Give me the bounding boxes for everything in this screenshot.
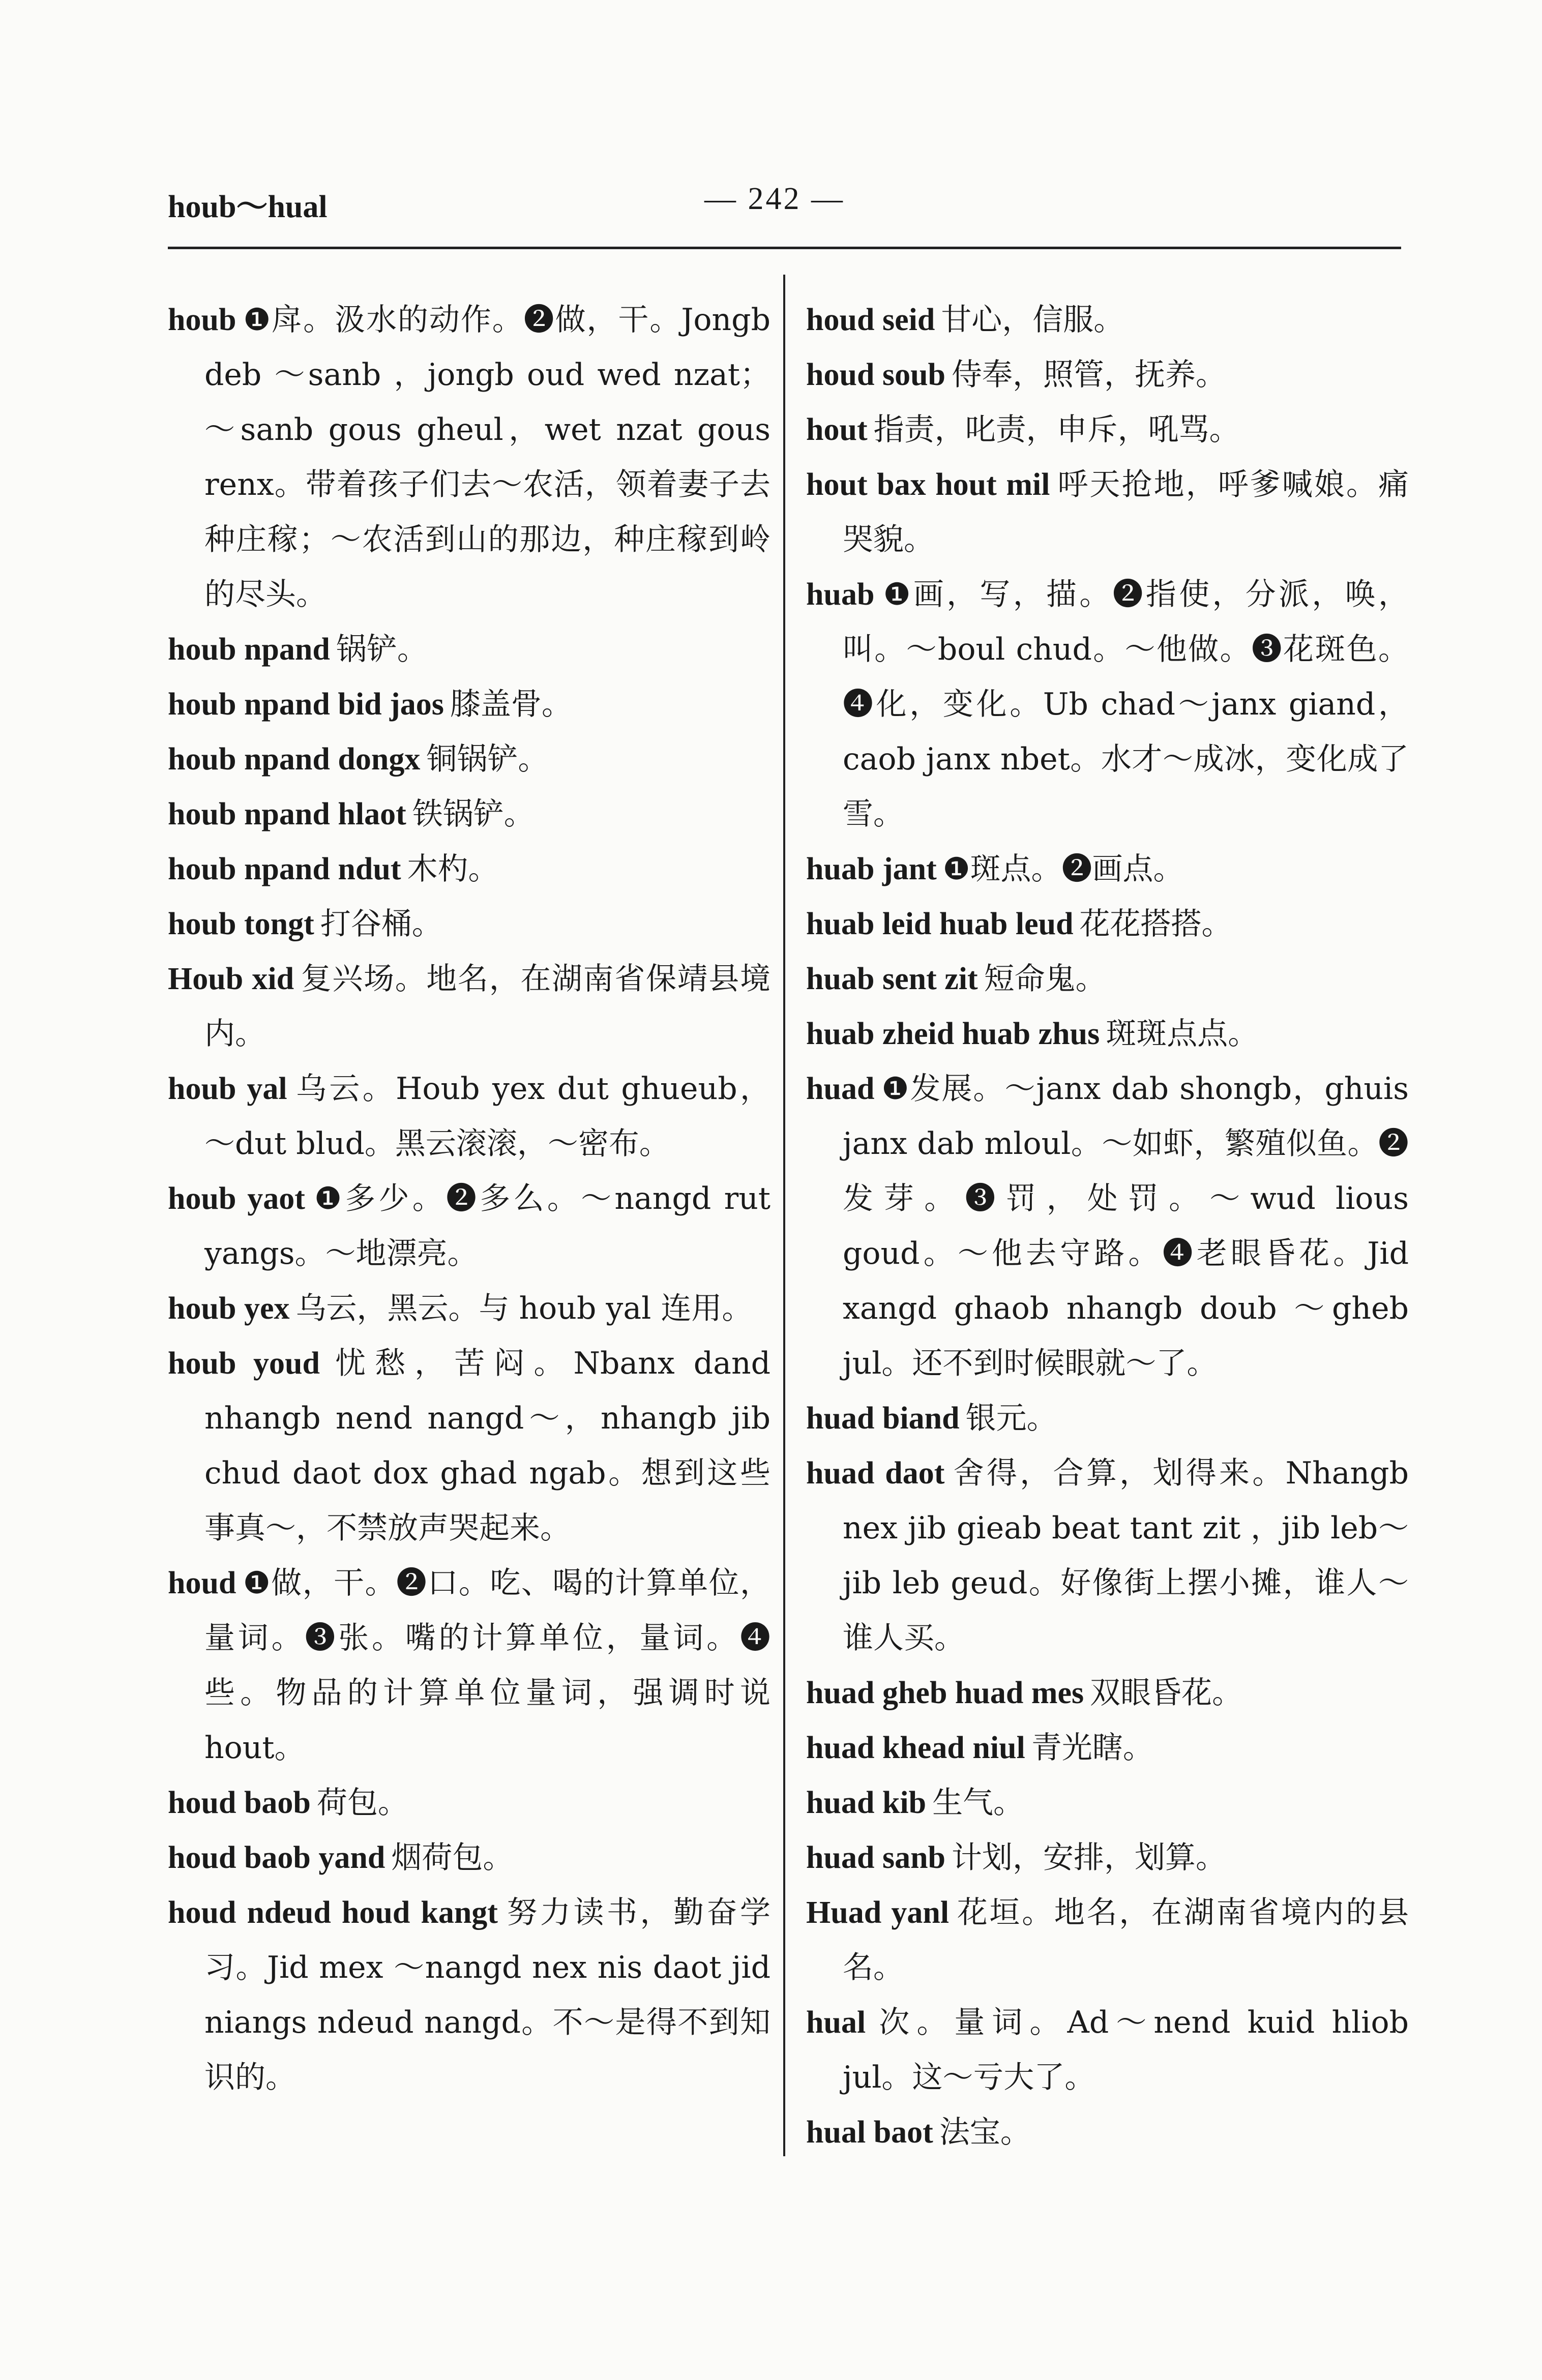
entry-definition: 次。量词。Ad～nend kuid hliob jul。这～亏大了。 — [843, 2005, 1409, 2095]
entry-definition: 打谷桶。 — [320, 906, 442, 942]
dictionary-entry — [168, 1775, 770, 1830]
entry-definition: 斑斑点点。 — [1106, 1016, 1259, 1052]
entry-definition: 短命鬼。 — [984, 961, 1106, 997]
entry-headword: Houb xid — [168, 962, 294, 996]
entry-headword: houd baob yand — [168, 1840, 386, 1875]
entry-definition: ❶戽。汲水的动作。❷做，干。Jongb deb ～sanb ，jongb oud wed nzat；～sanb gous gheul，wet nzat gous renx。带着孩子们去～农活，领着妻子去种庄稼；～农活到山的那边，种庄稼到岭的尽头。 — [204, 302, 770, 612]
entry-definition: 铁锅铲。 — [412, 796, 535, 832]
entry-definition: ❶画，写，描。❷指使，分派，唤，叫。～boul chud。～他做。❸花斑色。❹化，变化。Ub chad～janx giand，caob janx nbet。水才～成冰，变化成了雪。 — [843, 577, 1409, 832]
dictionary-entry — [168, 1336, 770, 1556]
entry-headword: houb yex — [168, 1291, 290, 1326]
entry-definition: 努力读书，勤奋学习。Jid mex ～nangd nex nis daot jid niangs ndeud nangd。不～是得不到知识的。 — [204, 1895, 771, 2095]
header-rule — [168, 247, 1401, 249]
entry-definition: 生气。 — [932, 1785, 1024, 1821]
dictionary-entry — [168, 292, 770, 622]
entry-definition: 呼天抢地，呼爹喊娘。痛哭貌。 — [843, 467, 1409, 557]
left-column — [168, 292, 770, 2105]
entry-definition: 计划，安排，划算。 — [952, 1840, 1227, 1876]
entry-headword: houd soub — [806, 358, 946, 392]
dictionary-entry — [806, 1775, 1409, 1830]
entry-headword: huad sanb — [806, 1840, 946, 1875]
dictionary-entry — [168, 842, 770, 897]
entry-headword: hout bax hout mil — [806, 467, 1050, 502]
dictionary-entry — [168, 1061, 770, 1171]
dictionary-entry — [168, 951, 770, 1061]
entry-headword: Huad yanl — [806, 1895, 950, 1930]
page-header — [168, 181, 1401, 222]
entry-definition: 乌云，黑云。与 houb yal 连用。 — [295, 1291, 753, 1326]
entry-headword: huad khead niul — [806, 1731, 1025, 1765]
entry-definition: 指责，叱责，申斥，吼骂。 — [873, 412, 1240, 448]
column-divider — [783, 275, 785, 2156]
dictionary-entry — [806, 1885, 1409, 1995]
entry-headword: huab sent zit — [806, 962, 978, 996]
entry-headword: huad — [806, 1072, 875, 1106]
dictionary-entry — [806, 402, 1409, 457]
entry-definition: 复兴场。地名，在湖南省保靖县境内。 — [204, 961, 770, 1052]
entry-definition: 双眼昏花。 — [1090, 1675, 1243, 1711]
entry-headword: huab jant — [806, 852, 937, 886]
entry-headword: hual baot — [806, 2115, 933, 2150]
entry-definition: 侍奉，照管，抚养。 — [952, 357, 1227, 393]
entry-definition: 铜锅铲。 — [426, 741, 549, 777]
dictionary-entry — [806, 292, 1409, 347]
entry-definition: 法宝。 — [939, 2115, 1031, 2150]
entry-headword: houb npand dongx — [168, 742, 421, 777]
entry-headword: houb yaot — [168, 1181, 305, 1216]
entry-definition: 花垣。地名，在湖南省境内的县名。 — [843, 1895, 1409, 1985]
entry-definition: ❶做，干。❷口。吃、喝的计算单位，量词。❸张。嘴的计算单位，量词。❹些。物品的计算单位量词，强调时说 hout。 — [204, 1565, 770, 1766]
dictionary-entry — [168, 732, 770, 787]
dictionary-entry — [168, 1885, 770, 2105]
dictionary-entry — [806, 1665, 1409, 1720]
dictionary-entry — [806, 897, 1409, 951]
entry-definition: 木杓。 — [407, 851, 499, 887]
dictionary-entry — [806, 1995, 1409, 2105]
entry-definition: 舍得，合算，划得来。Nhangb nex jib gieab beat tant zit ，jib leb～jib leb geud。好像街上摆小摊，谁人～谁人买。 — [843, 1455, 1409, 1656]
entry-headword: houb npand hlaot — [168, 797, 406, 831]
entry-headword: huad gheb huad mes — [806, 1676, 1084, 1710]
entry-definition: 忧愁，苦闷。Nbanx dand nhangb nend nangd～，nhangb jib chud daot dox ghad ngab。想到这些事真～，不禁放声哭起来。 — [204, 1346, 770, 1546]
entry-definition: 乌云。Houb yex dut ghueub，～dut blud。黑云滚滚，～密布。 — [204, 1071, 771, 1162]
dictionary-entry — [806, 1446, 1409, 1665]
entry-headword: houd baob — [168, 1786, 311, 1820]
entry-headword: houd seid — [806, 303, 935, 337]
dictionary-entry — [168, 622, 770, 677]
guide-words: houb～hual — [168, 190, 328, 224]
dictionary-entry — [168, 677, 770, 732]
dictionary-entry — [806, 951, 1409, 1006]
dictionary-entry — [806, 1061, 1409, 1391]
entry-headword: huad biand — [806, 1401, 960, 1436]
dictionary-entry — [168, 1171, 770, 1281]
dictionary-entry — [806, 2105, 1409, 2160]
page-number: — 242 — — [704, 182, 845, 216]
entry-definition: 青光瞎。 — [1031, 1730, 1153, 1766]
entry-definition: 膝盖骨。 — [450, 687, 572, 722]
entry-headword: houb youd — [168, 1346, 320, 1381]
dictionary-entry — [806, 1830, 1409, 1885]
dictionary-entry — [168, 897, 770, 951]
entry-definition: 甘心，信服。 — [941, 302, 1124, 338]
entry-headword: huad kib — [806, 1786, 927, 1820]
entry-definition: 银元。 — [965, 1401, 1057, 1436]
dictionary-entry — [806, 457, 1409, 567]
entry-definition: ❶多少。❷多么。～nangd rut yangs。～地漂亮。 — [204, 1181, 771, 1271]
entry-definition: 烟荷包。 — [391, 1840, 514, 1876]
entry-headword: houb npand ndut — [168, 852, 401, 886]
dictionary-entry — [806, 1006, 1409, 1061]
dictionary-entry — [806, 1720, 1409, 1775]
entry-headword: houb — [168, 303, 236, 337]
dictionary-entry — [806, 1391, 1409, 1446]
entry-headword: houd ndeud houd kangt — [168, 1895, 498, 1930]
dictionary-entry — [806, 842, 1409, 897]
entry-definition: 荷包。 — [316, 1785, 408, 1821]
dictionary-entry — [168, 1281, 770, 1336]
dictionary-entry — [168, 787, 770, 842]
dictionary-entry — [806, 567, 1409, 842]
entry-headword: huab leid huab leud — [806, 907, 1074, 941]
entry-headword: huab zheid huab zhus — [806, 1017, 1100, 1051]
entry-definition: ❶发展。～janx dab shongb，ghuis janx dab mloul。～如虾，繁殖似鱼。❷发芽。❸罚，处罚。～wud lious goud。～他去守路。❹老眼昏花。Jid xangd ghaob nhangb doub ～gheb jul。还不到时候眼就～了。 — [843, 1071, 1409, 1381]
entry-headword: huab — [806, 577, 875, 612]
entry-definition: ❶斑点。❷画点。 — [942, 851, 1184, 887]
entry-headword: houd — [168, 1566, 236, 1600]
right-column — [806, 292, 1409, 2160]
dictionary-entry — [168, 1830, 770, 1885]
entry-headword: houb tongt — [168, 907, 314, 941]
entry-headword: hual — [806, 2005, 866, 2040]
dictionary-entry — [168, 1556, 770, 1775]
entry-definition: 锅铲。 — [336, 632, 428, 667]
entry-headword: hout — [806, 412, 868, 447]
entry-headword: houb npand — [168, 632, 330, 667]
entry-headword: huad daot — [806, 1456, 945, 1491]
entry-headword: houb yal — [168, 1072, 287, 1106]
dictionary-entry — [806, 347, 1409, 402]
entry-headword: houb npand bid jaos — [168, 687, 444, 722]
entry-definition: 花花搭搭。 — [1079, 906, 1232, 942]
